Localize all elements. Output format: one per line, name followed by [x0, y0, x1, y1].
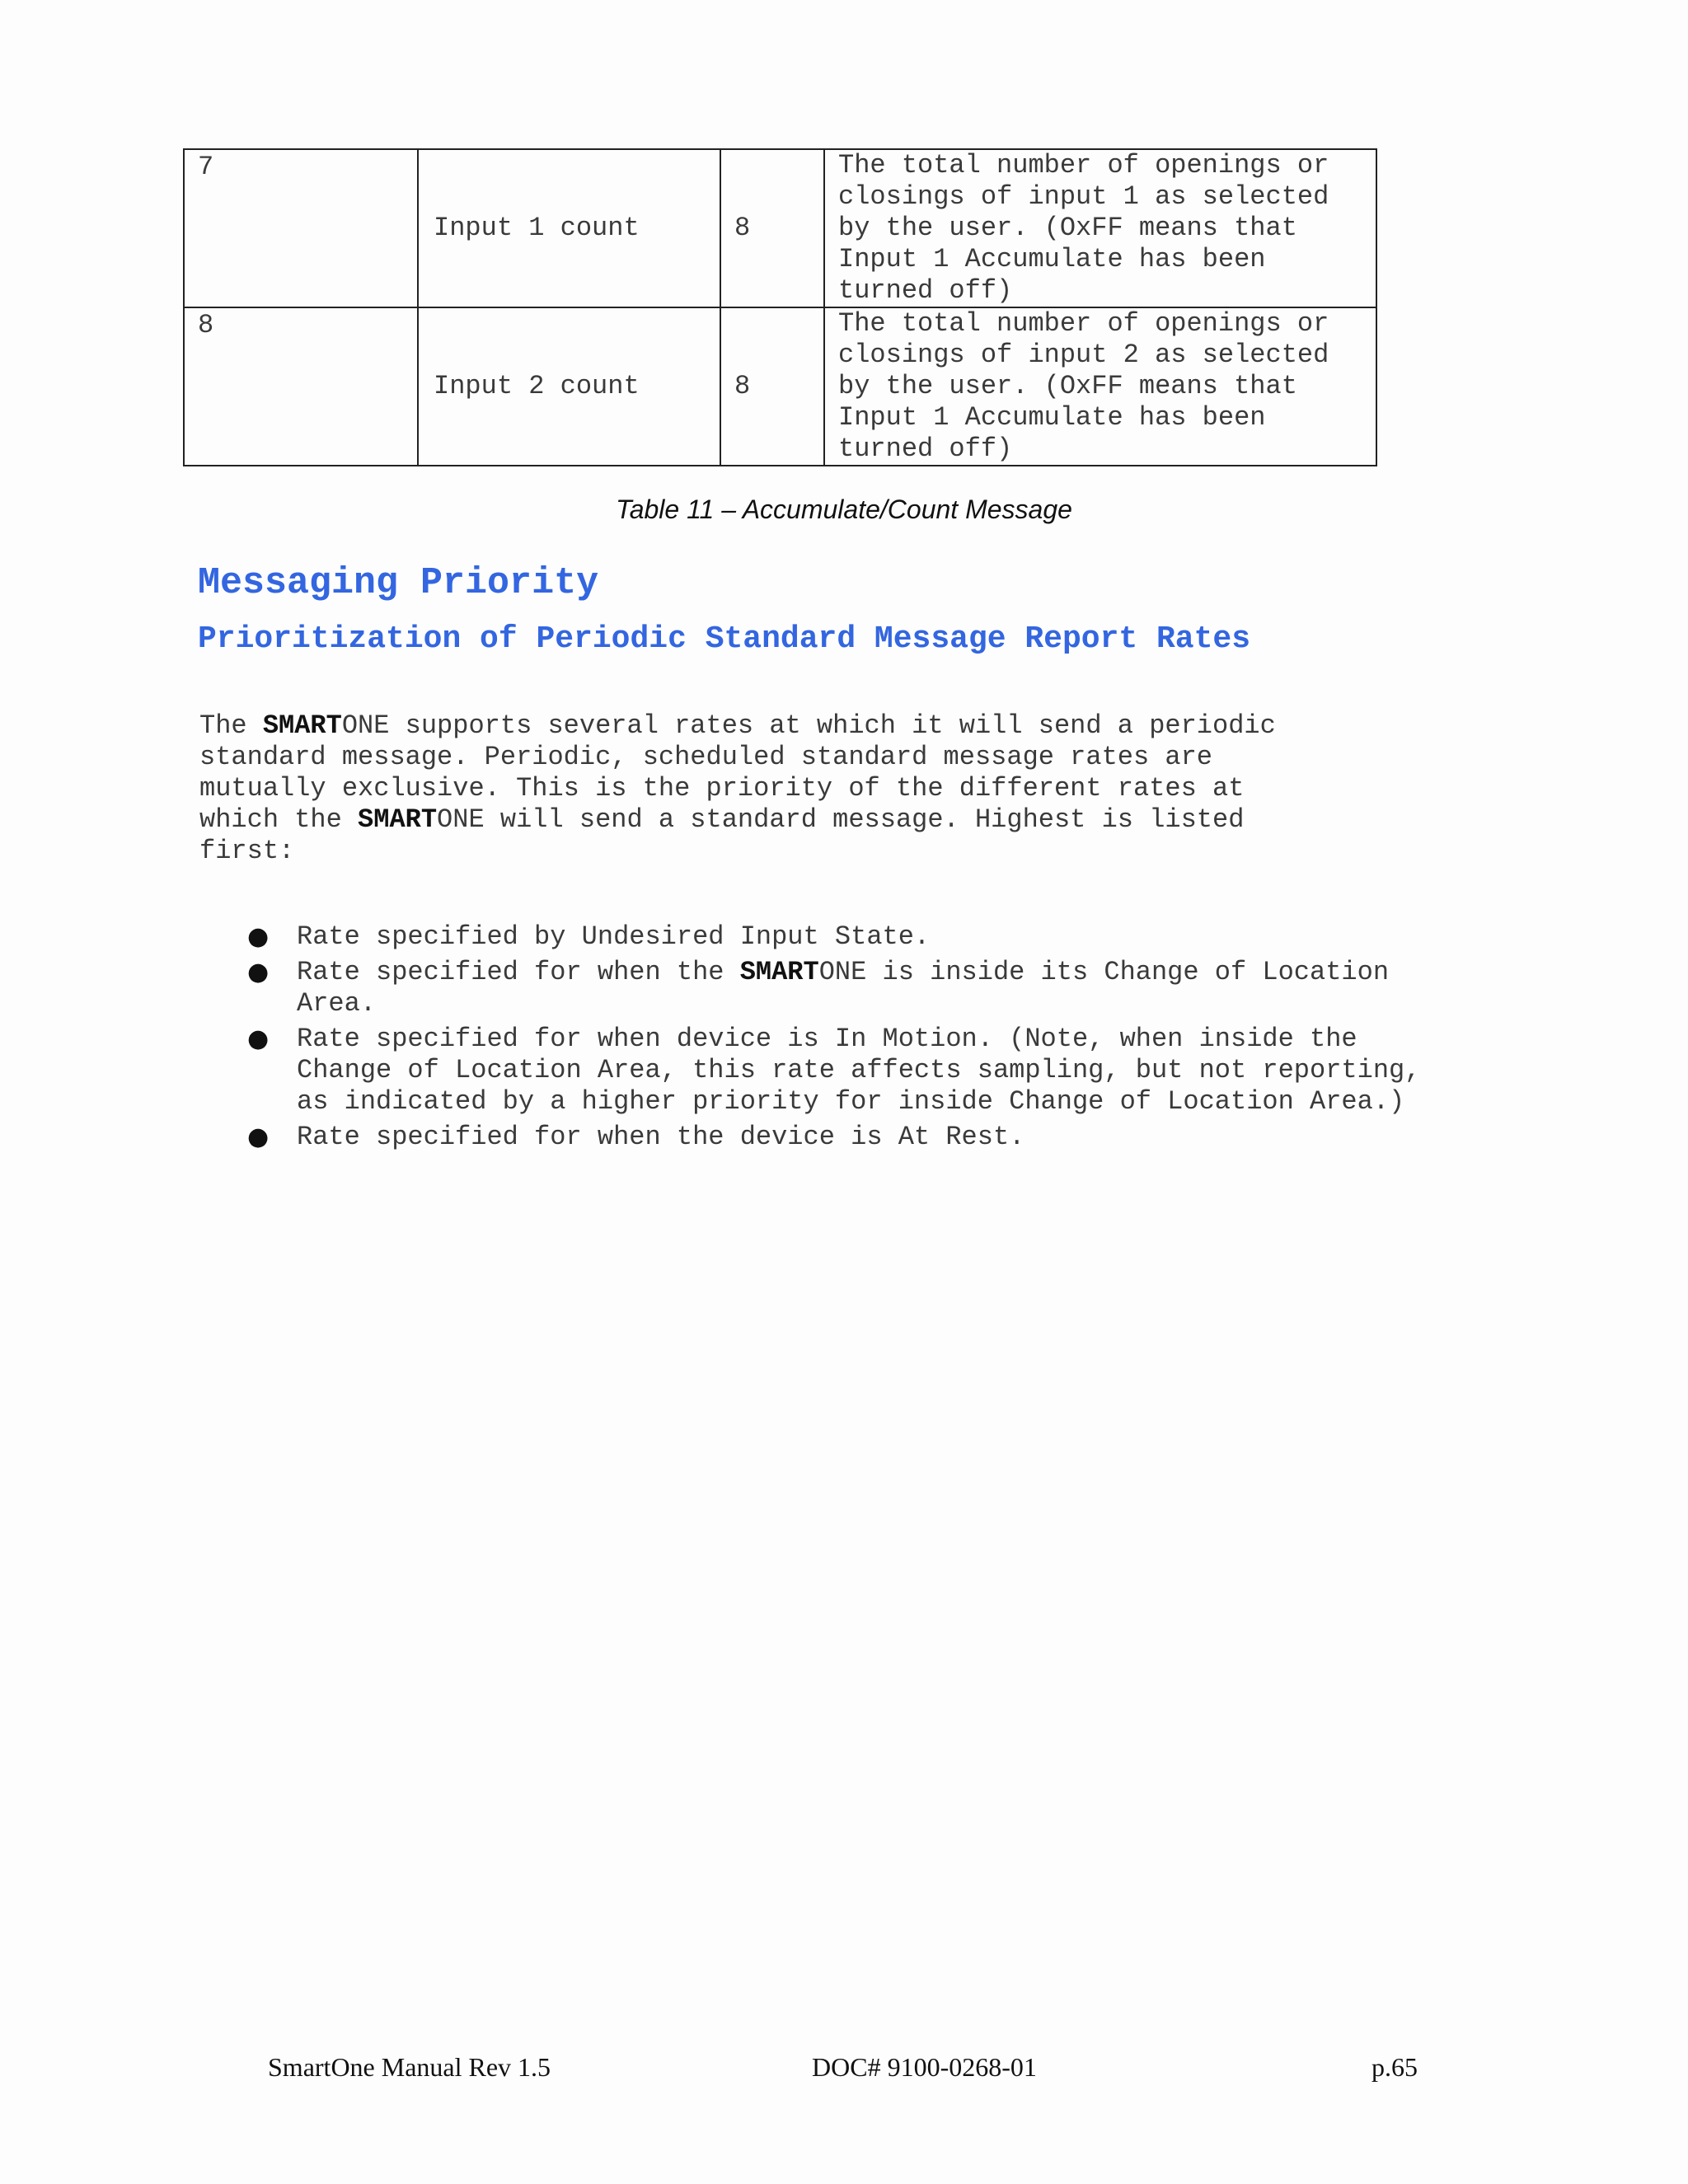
list-item	[247, 957, 1484, 1019]
text-run: is inside its Change of Location	[866, 957, 1390, 987]
table-row	[184, 149, 1376, 307]
field-name-cell: Input 2 count	[418, 307, 720, 466]
accumulate-count-table	[183, 148, 1377, 466]
list-item-text: Rate specified by Undesired Input State.	[297, 921, 931, 952]
paragraph-line	[199, 804, 1395, 836]
brand-name-bold: SMART	[262, 710, 342, 741]
brand-name-bold: SMART	[739, 957, 819, 987]
list-item-text: Rate specified for when device is In Motion. (Note, when inside the	[297, 1024, 1357, 1054]
text-run: which the	[199, 804, 359, 835]
brand-name-rest: ONE	[437, 804, 485, 835]
byte-cell: 7	[184, 149, 418, 307]
description-line: The total number of openings or	[838, 150, 1329, 180]
description-line: closings of input 1 as selected	[838, 181, 1329, 212]
table-row	[184, 307, 1376, 466]
text-run: Rate specified for when the	[297, 957, 740, 987]
description-line: closings of input 2 as selected	[838, 340, 1329, 370]
paragraph-line: first:	[199, 836, 295, 866]
text-run: supports several rates at which it will send a periodic	[389, 710, 1276, 741]
bullet-icon: ●	[247, 1122, 270, 1151]
priority-list	[247, 921, 1484, 1157]
description-line: Input 1 Accumulate has been	[838, 402, 1266, 433]
subsection-heading: Prioritization of Periodic Standard Message Report Rates	[198, 621, 1251, 657]
field-name-cell: Input 1 count	[418, 149, 720, 307]
paragraph-line	[199, 710, 1395, 742]
brand-name-bold: SMART	[358, 804, 438, 835]
paragraph-line: standard message. Periodic, scheduled standard message rates are	[199, 742, 1212, 772]
list-item	[247, 921, 1484, 953]
section-heading: Messaging Priority	[198, 562, 599, 604]
description-line: by the user. (OxFF means that	[838, 371, 1297, 401]
body-paragraph	[199, 710, 1395, 867]
brand-name-rest: ONE	[341, 710, 390, 741]
footer-manual-title: SmartOne Manual Rev 1.5	[268, 2052, 551, 2082]
footer-page-number: p.65	[1372, 2052, 1418, 2082]
byte-cell: 8	[184, 307, 418, 466]
description-line: The total number of openings or	[838, 308, 1329, 339]
footer-doc-number: DOC# 9100-0268-01	[812, 2052, 1037, 2082]
description-line: turned off)	[838, 275, 1013, 306]
list-item	[247, 1122, 1484, 1153]
description-cell	[824, 149, 1376, 307]
table-caption: Table 11 – Accumulate/Count Message	[616, 494, 1072, 524]
list-item-text	[297, 957, 1484, 988]
text-run: will send a standard message. Highest is listed	[484, 804, 1245, 835]
text-run: The	[199, 710, 263, 741]
list-item-text: Change of Location Area, this rate affects sampling, but not reporting,	[297, 1055, 1421, 1085]
bullet-icon: ●	[247, 958, 270, 987]
bullet-icon: ●	[247, 922, 270, 951]
list-item-text: Area.	[297, 988, 377, 1019]
bits-cell: 8	[720, 307, 824, 466]
paragraph-line: mutually exclusive. This is the priority of the different rates at	[199, 773, 1245, 804]
bullet-icon: ●	[247, 1024, 270, 1053]
description-line: Input 1 Accumulate has been	[838, 244, 1266, 274]
description-line: turned off)	[838, 434, 1013, 464]
bits-cell: 8	[720, 149, 824, 307]
description-cell	[824, 307, 1376, 466]
brand-name-rest: ONE	[818, 957, 867, 987]
list-item-text: as indicated by a higher priority for inside Change of Location Area.)	[297, 1086, 1405, 1117]
description-line: by the user. (OxFF means that	[838, 213, 1297, 243]
list-item	[247, 1024, 1484, 1118]
list-item-text: Rate specified for when the device is At Rest.	[297, 1122, 1025, 1152]
